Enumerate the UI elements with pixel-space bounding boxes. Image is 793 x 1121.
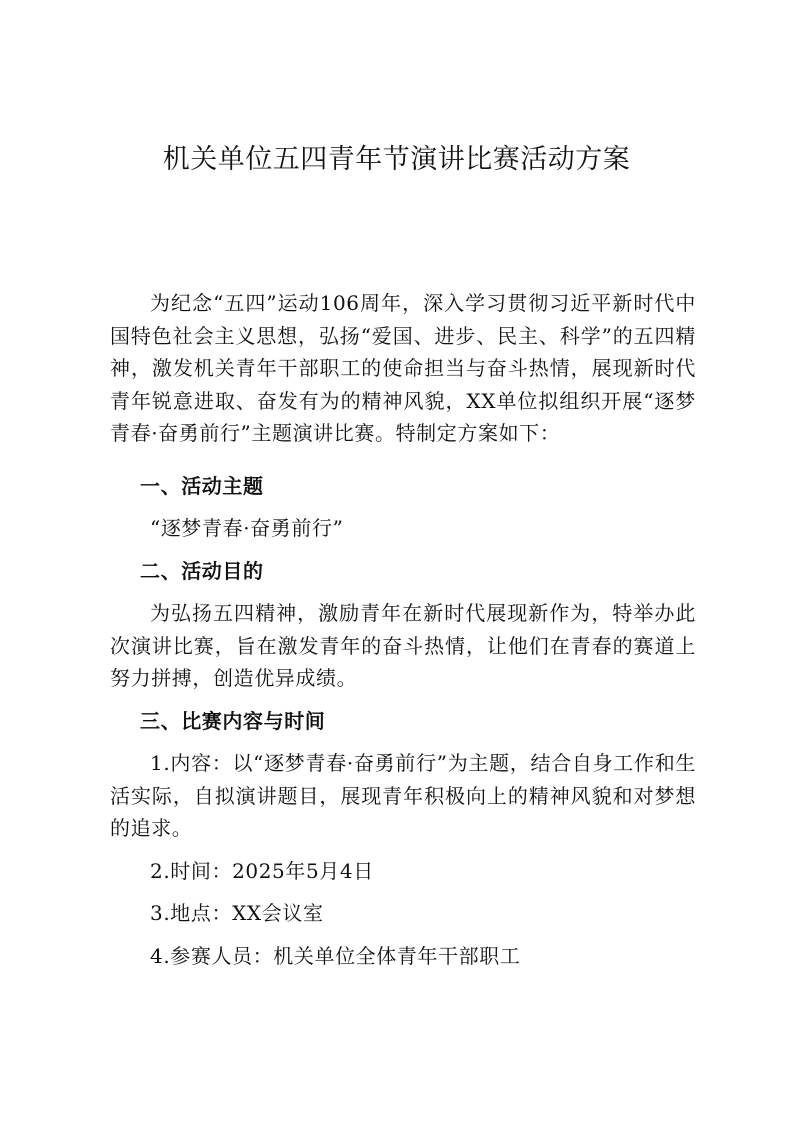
section-heading-content-time: 三、比赛内容与时间	[140, 708, 326, 733]
participants-paragraph: 4.参赛人员：机关单位全体青年干部职工	[150, 943, 521, 968]
section-heading-purpose: 二、活动目的	[140, 558, 264, 583]
time-paragraph: 2.时间：2025年5月4日	[150, 858, 374, 883]
content-paragraph: 1.内容：以“逐梦青春·奋勇前行”为主题，结合自身工作和生活实际，自拟演讲题目，展现青年积极向上的精神风貌和对梦想的追求。	[110, 751, 696, 840]
section-heading-theme: 一、活动主题	[140, 473, 264, 498]
intro-paragraph: 为纪念“五四”运动106周年，深入学习贯彻习近平新时代中国特色社会主义思想，弘扬“爱国、进步、民主、科学”的五四精神，激发机关青年干部职工的使命担当与奋斗热情，展现新时代青年锐意进取、奋发有为的精神风貌，XX单位拟组织开展“逐梦青春·奋勇前行”主题演讲比赛。特制定方案如下：	[110, 291, 696, 445]
location-paragraph: 3.地点：XX会议室	[150, 901, 324, 925]
document-body	[110, 287, 696, 972]
document-title: 机关单位五四青年节演讲比赛活动方案	[162, 144, 631, 175]
purpose-paragraph: 为弘扬五四精神，激励青年在新时代展现新作为，特举办此次演讲比赛，旨在激发青年的奋斗热情，让他们在青春的赛道上努力拼搏，创造优异成绩。	[110, 601, 696, 690]
theme-paragraph: “逐梦青春·奋勇前行”	[150, 516, 344, 540]
